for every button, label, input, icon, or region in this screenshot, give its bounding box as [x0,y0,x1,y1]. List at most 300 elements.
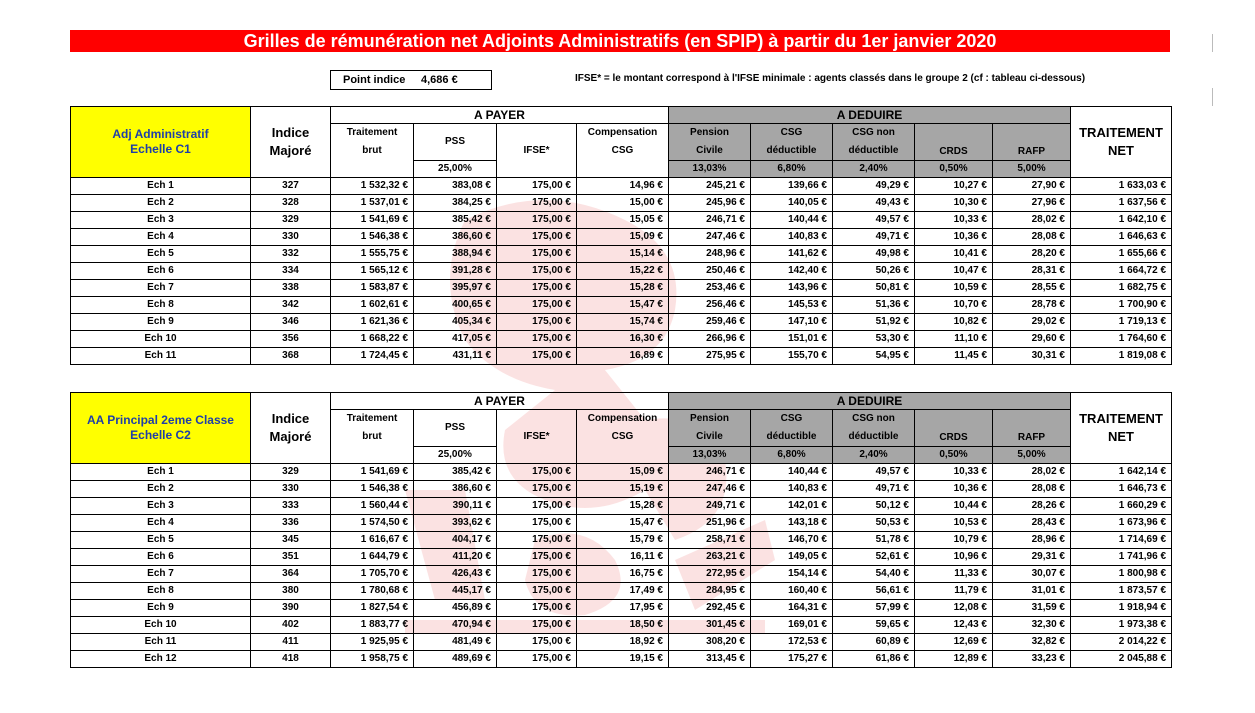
csg-non-deductible-cell: 51,36 € [833,297,915,314]
csg-non-deductible-cell: 49,71 € [833,229,915,246]
ifse-cell: 175,00 € [497,651,577,668]
crds-cell: 10,44 € [915,498,993,515]
crds-cell: 10,36 € [915,481,993,498]
window-edge-mark [1212,88,1213,106]
traitement-net-cell: 1 873,57 € [1071,583,1172,600]
table-row [71,617,1172,634]
csg-non-deductible-cell: 49,43 € [833,195,915,212]
csg-non-deductible-cell: 49,98 € [833,246,915,263]
traitement-brut-header: Traitement brut [331,124,414,178]
compensation-csg-cell: 15,14 € [577,246,669,263]
crds-cell: 10,33 € [915,212,993,229]
ifse-cell: 175,00 € [497,297,577,314]
traitement-brut-cell: 1 925,95 € [331,634,414,651]
pss-cell: 390,11 € [414,498,497,515]
pss-cell: 388,94 € [414,246,497,263]
echelon-cell: Ech 12 [71,651,251,668]
traitement-net-cell: 1 633,03 € [1071,178,1172,195]
indice-cell: 345 [251,532,331,549]
rafp-cell: 28,26 € [993,498,1071,515]
pss-cell: 411,20 € [414,549,497,566]
point-indice-label: Point indice [343,74,406,86]
ifse-note: IFSE* = le montant correspond à l'IFSE minimale : agents classés dans le groupe 2 (cf : tableau ci-dessous) [575,73,1086,84]
crds-cell: 10,30 € [915,195,993,212]
traitement-brut-cell: 1 827,54 € [331,600,414,617]
a-payer-header: A PAYER [331,107,669,124]
indice-cell: 338 [251,280,331,297]
traitement-net-cell: 1 719,13 € [1071,314,1172,331]
a-deduire-header: A DEDUIRE [669,393,1071,410]
rafp-cell: 29,02 € [993,314,1071,331]
ifse-cell: 175,00 € [497,617,577,634]
compensation-csg-cell: 18,50 € [577,617,669,634]
echelon-cell: Ech 1 [71,178,251,195]
pension-civile-cell: 259,46 € [669,314,751,331]
csg-nonded-rate: 2,40% [833,447,915,464]
csg-deductible-cell: 151,01 € [751,331,833,348]
compensation-csg-cell: 15,09 € [577,229,669,246]
ifse-cell: 175,00 € [497,263,577,280]
echelon-cell: Ech 6 [71,263,251,280]
echelon-cell: Ech 7 [71,280,251,297]
traitement-brut-cell: 1 724,45 € [331,348,414,365]
rafp-cell: 28,96 € [993,532,1071,549]
csg-non-deductible-cell: 56,61 € [833,583,915,600]
rafp-cell: 29,60 € [993,331,1071,348]
ifse-cell: 175,00 € [497,515,577,532]
pss-cell: 383,08 € [414,178,497,195]
indice-cell: 364 [251,566,331,583]
echelon-cell: Ech 4 [71,515,251,532]
pss-rate: 25,00% [414,161,497,178]
compensation-csg-cell: 16,75 € [577,566,669,583]
traitement-brut-header: Traitement brut [331,410,414,464]
crds-cell: 10,70 € [915,297,993,314]
echelon-cell: Ech 3 [71,212,251,229]
csg-deductible-cell: 154,14 € [751,566,833,583]
table-row [71,348,1172,365]
pss-cell: 385,42 € [414,464,497,481]
grade-name: Adj Administratif [112,127,209,141]
pss-cell: 395,97 € [414,280,497,297]
indice-cell: 334 [251,263,331,280]
pension-civile-cell: 246,71 € [669,464,751,481]
traitement-net-cell: 1 800,98 € [1071,566,1172,583]
pension-header: Pension Civile [669,410,751,447]
csg-non-deductible-cell: 61,86 € [833,651,915,668]
window-edge-mark [1212,34,1213,52]
traitement-net-cell: 1 764,60 € [1071,331,1172,348]
echelon-cell: Ech 2 [71,195,251,212]
compensation-csg-cell: 19,15 € [577,651,669,668]
ifse-cell: 175,00 € [497,178,577,195]
rafp-cell: 28,78 € [993,297,1071,314]
indice-cell: 411 [251,634,331,651]
traitement-net-cell: 1 673,96 € [1071,515,1172,532]
pss-cell: 386,60 € [414,481,497,498]
traitement-brut-cell: 1 644,79 € [331,549,414,566]
traitement-net-cell: 1 655,66 € [1071,246,1172,263]
table-row [71,178,1172,195]
echelon-cell: Ech 2 [71,481,251,498]
pss-cell: 445,17 € [414,583,497,600]
pss-cell: 404,17 € [414,532,497,549]
indice-cell: 330 [251,481,331,498]
echelon-cell: Ech 10 [71,617,251,634]
indice-majore-header: Indice Majoré [251,393,331,464]
csg-deductible-cell: 140,44 € [751,212,833,229]
compensation-csg-cell: 14,96 € [577,178,669,195]
table-row [71,263,1172,280]
traitement-net-cell: 1 714,69 € [1071,532,1172,549]
compensation-csg-cell: 15,47 € [577,297,669,314]
pss-cell: 489,69 € [414,651,497,668]
pension-civile-cell: 301,45 € [669,617,751,634]
csg-non-deductible-cell: 51,92 € [833,314,915,331]
csg-non-deductible-cell: 50,53 € [833,515,915,532]
traitement-net-cell: 1 637,56 € [1071,195,1172,212]
csg-non-deductible-cell: 51,78 € [833,532,915,549]
traitement-brut-cell: 1 541,69 € [331,212,414,229]
traitement-net-cell: 1 700,90 € [1071,297,1172,314]
traitement-brut-cell: 1 546,38 € [331,229,414,246]
csg-ded-rate: 6,80% [751,447,833,464]
compensation-header: Compensation CSG [577,410,669,464]
table-row [71,566,1172,583]
grade-cell [71,107,251,178]
pension-civile-cell: 246,71 € [669,212,751,229]
rafp-cell: 28,08 € [993,481,1071,498]
csg-deductible-cell: 140,44 € [751,464,833,481]
csg-deductible-cell: 160,40 € [751,583,833,600]
pss-cell: 385,42 € [414,212,497,229]
traitement-brut-cell: 1 616,67 € [331,532,414,549]
crds-cell: 11,10 € [915,331,993,348]
csg-deductible-cell: 164,31 € [751,600,833,617]
rafp-cell: 33,23 € [993,651,1071,668]
echelon-cell: Ech 3 [71,498,251,515]
ifse-cell: 175,00 € [497,331,577,348]
crds-cell: 10,36 € [915,229,993,246]
csg-non-deductible-cell: 52,61 € [833,549,915,566]
rafp-cell: 27,90 € [993,178,1071,195]
compensation-csg-cell: 15,28 € [577,280,669,297]
csg-deductible-cell: 140,05 € [751,195,833,212]
crds-cell: 10,96 € [915,549,993,566]
indice-cell: 351 [251,549,331,566]
csg-deductible-cell: 147,10 € [751,314,833,331]
pss-header: PSS [414,124,497,161]
pension-rate: 13,03% [669,447,751,464]
pension-civile-cell: 247,46 € [669,229,751,246]
traitement-net-cell: 1 973,38 € [1071,617,1172,634]
csg-non-deductible-cell: 49,57 € [833,212,915,229]
rafp-cell: 28,08 € [993,229,1071,246]
csg-deductible-cell: 141,62 € [751,246,833,263]
crds-cell: 10,27 € [915,178,993,195]
indice-majore-header: Indice Majoré [251,107,331,178]
pension-rate: 13,03% [669,161,751,178]
pension-header: Pension Civile [669,124,751,161]
table-row [71,280,1172,297]
traitement-brut-cell: 1 532,32 € [331,178,414,195]
compensation-csg-cell: 15,19 € [577,481,669,498]
table-row [71,583,1172,600]
csg-deductible-cell: 142,01 € [751,498,833,515]
indice-cell: 356 [251,331,331,348]
indice-cell: 418 [251,651,331,668]
table-row [71,314,1172,331]
traitement-brut-cell: 1 574,50 € [331,515,414,532]
rafp-cell: 28,02 € [993,212,1071,229]
crds-cell: 10,59 € [915,280,993,297]
table-row [71,297,1172,314]
echelon-cell: Ech 10 [71,331,251,348]
pension-civile-cell: 263,21 € [669,549,751,566]
echelon-cell: Ech 5 [71,532,251,549]
pension-civile-cell: 253,46 € [669,280,751,297]
compensation-csg-cell: 16,30 € [577,331,669,348]
pss-cell: 405,34 € [414,314,497,331]
rafp-header: RAFP [993,124,1071,161]
table-row [71,498,1172,515]
csg-deductible-cell: 145,53 € [751,297,833,314]
pss-cell: 391,28 € [414,263,497,280]
traitement-brut-cell: 1 958,75 € [331,651,414,668]
ifse-cell: 175,00 € [497,566,577,583]
table-row [71,549,1172,566]
crds-cell: 11,79 € [915,583,993,600]
indice-cell: 342 [251,297,331,314]
rafp-cell: 28,43 € [993,515,1071,532]
ifse-cell: 175,00 € [497,246,577,263]
table-row [71,634,1172,651]
indice-cell: 368 [251,348,331,365]
compensation-csg-cell: 15,00 € [577,195,669,212]
table-row [71,515,1172,532]
indice-cell: 327 [251,178,331,195]
rafp-cell: 28,55 € [993,280,1071,297]
csg-non-deductible-cell: 53,30 € [833,331,915,348]
rafp-cell: 27,96 € [993,195,1071,212]
traitement-brut-cell: 1 537,01 € [331,195,414,212]
indice-cell: 328 [251,195,331,212]
table-row [71,600,1172,617]
csg-non-deductible-cell: 59,65 € [833,617,915,634]
ifse-cell: 175,00 € [497,314,577,331]
csg-deductible-cell: 143,18 € [751,515,833,532]
salary-table-c2 [70,392,1172,668]
traitement-net-cell: 1 642,10 € [1071,212,1172,229]
compensation-csg-cell: 17,49 € [577,583,669,600]
crds-header: CRDS [915,410,993,447]
csg-ded-rate: 6,80% [751,161,833,178]
csg-non-deductible-cell: 54,40 € [833,566,915,583]
compensation-csg-cell: 16,11 € [577,549,669,566]
crds-cell: 10,79 € [915,532,993,549]
pension-civile-cell: 249,71 € [669,498,751,515]
traitement-brut-cell: 1 705,70 € [331,566,414,583]
ifse-cell: 175,00 € [497,229,577,246]
traitement-net-header: TRAITEMENT NET [1071,107,1172,178]
crds-cell: 10,41 € [915,246,993,263]
rafp-header: RAFP [993,410,1071,447]
a-payer-header: A PAYER [331,393,669,410]
ifse-cell: 175,00 € [497,464,577,481]
crds-cell: 10,53 € [915,515,993,532]
traitement-net-cell: 2 045,88 € [1071,651,1172,668]
csg-deductible-cell: 169,01 € [751,617,833,634]
traitement-net-cell: 2 014,22 € [1071,634,1172,651]
compensation-csg-cell: 18,92 € [577,634,669,651]
indice-cell: 332 [251,246,331,263]
indice-cell: 333 [251,498,331,515]
pension-civile-cell: 272,95 € [669,566,751,583]
rafp-cell: 30,07 € [993,566,1071,583]
echelon-cell: Ech 1 [71,464,251,481]
rafp-cell: 29,31 € [993,549,1071,566]
traitement-net-cell: 1 660,29 € [1071,498,1172,515]
rafp-cell: 32,30 € [993,617,1071,634]
ifse-header: IFSE* [497,124,577,178]
pension-civile-cell: 275,95 € [669,348,751,365]
rafp-cell: 28,20 € [993,246,1071,263]
table-row [71,651,1172,668]
table-row [71,246,1172,263]
traitement-net-cell: 1 682,75 € [1071,280,1172,297]
pension-civile-cell: 247,46 € [669,481,751,498]
ifse-cell: 175,00 € [497,532,577,549]
crds-cell: 10,47 € [915,263,993,280]
rafp-cell: 32,82 € [993,634,1071,651]
traitement-brut-cell: 1 583,87 € [331,280,414,297]
pension-civile-cell: 284,95 € [669,583,751,600]
csg-nonded-rate: 2,40% [833,161,915,178]
csg-deductible-cell: 175,27 € [751,651,833,668]
traitement-brut-cell: 1 541,69 € [331,464,414,481]
pss-header: PSS [414,410,497,447]
traitement-brut-cell: 1 780,68 € [331,583,414,600]
indice-cell: 380 [251,583,331,600]
csg-non-deductible-cell: 49,71 € [833,481,915,498]
traitement-net-cell: 1 819,08 € [1071,348,1172,365]
echelon-cell: Ech 5 [71,246,251,263]
traitement-brut-cell: 1 560,44 € [331,498,414,515]
pension-civile-cell: 308,20 € [669,634,751,651]
traitement-brut-cell: 1 602,61 € [331,297,414,314]
crds-cell: 12,89 € [915,651,993,668]
traitement-net-header: TRAITEMENT NET [1071,393,1172,464]
pss-cell: 386,60 € [414,229,497,246]
echelon-cell: Ech 4 [71,229,251,246]
pss-cell: 431,11 € [414,348,497,365]
crds-header: CRDS [915,124,993,161]
traitement-brut-cell: 1 565,12 € [331,263,414,280]
traitement-net-cell: 1 642,14 € [1071,464,1172,481]
csg-deductible-cell: 140,83 € [751,481,833,498]
rafp-cell: 28,31 € [993,263,1071,280]
compensation-csg-cell: 16,89 € [577,348,669,365]
indice-cell: 402 [251,617,331,634]
csg-non-deductible-cell: 49,57 € [833,464,915,481]
indice-cell: 336 [251,515,331,532]
traitement-net-cell: 1 646,73 € [1071,481,1172,498]
csg-deductible-cell: 149,05 € [751,549,833,566]
grade-name: AA Principal 2eme Classe [87,413,234,427]
indice-cell: 346 [251,314,331,331]
ifse-cell: 175,00 € [497,549,577,566]
ifse-cell: 175,00 € [497,280,577,297]
ifse-cell: 175,00 € [497,498,577,515]
crds-cell: 10,82 € [915,314,993,331]
traitement-brut-cell: 1 668,22 € [331,331,414,348]
csg-nonded-header: CSG non déductible [833,124,915,161]
salary-table-c1 [70,106,1172,365]
ifse-cell: 175,00 € [497,583,577,600]
ifse-cell: 175,00 € [497,634,577,651]
indice-cell: 329 [251,464,331,481]
echelon-cell: Ech 8 [71,583,251,600]
csg-non-deductible-cell: 60,89 € [833,634,915,651]
csg-non-deductible-cell: 57,99 € [833,600,915,617]
table-row [71,212,1172,229]
traitement-net-cell: 1 664,72 € [1071,263,1172,280]
compensation-csg-cell: 15,74 € [577,314,669,331]
pension-civile-cell: 245,96 € [669,195,751,212]
table-row [71,481,1172,498]
pss-cell: 470,94 € [414,617,497,634]
compensation-csg-cell: 15,05 € [577,212,669,229]
traitement-net-cell: 1 646,63 € [1071,229,1172,246]
csg-deductible-cell: 140,83 € [751,229,833,246]
crds-cell: 10,33 € [915,464,993,481]
traitement-net-cell: 1 918,94 € [1071,600,1172,617]
ifse-cell: 175,00 € [497,600,577,617]
echelon-cell: Ech 11 [71,634,251,651]
compensation-csg-cell: 15,79 € [577,532,669,549]
grade-scale: Echelle C1 [130,142,191,156]
rafp-cell: 30,31 € [993,348,1071,365]
pension-civile-cell: 266,96 € [669,331,751,348]
csg-non-deductible-cell: 50,26 € [833,263,915,280]
pss-cell: 393,62 € [414,515,497,532]
table-row [71,195,1172,212]
ifse-cell: 175,00 € [497,212,577,229]
point-indice-box [330,70,492,90]
csg-non-deductible-cell: 50,12 € [833,498,915,515]
table-row [71,229,1172,246]
indice-cell: 329 [251,212,331,229]
csg-ded-header: CSG déductible [751,410,833,447]
crds-rate: 0,50% [915,447,993,464]
table-row [71,532,1172,549]
csg-deductible-cell: 172,53 € [751,634,833,651]
echelon-cell: Ech 9 [71,600,251,617]
csg-nonded-header: CSG non déductible [833,410,915,447]
pss-rate: 25,00% [414,447,497,464]
ifse-header: IFSE* [497,410,577,464]
grade-cell [71,393,251,464]
echelon-cell: Ech 6 [71,549,251,566]
pension-civile-cell: 256,46 € [669,297,751,314]
rafp-cell: 31,59 € [993,600,1071,617]
crds-rate: 0,50% [915,161,993,178]
grade-scale: Echelle C2 [130,428,191,442]
compensation-csg-cell: 17,95 € [577,600,669,617]
csg-non-deductible-cell: 50,81 € [833,280,915,297]
indice-cell: 330 [251,229,331,246]
pension-civile-cell: 250,46 € [669,263,751,280]
